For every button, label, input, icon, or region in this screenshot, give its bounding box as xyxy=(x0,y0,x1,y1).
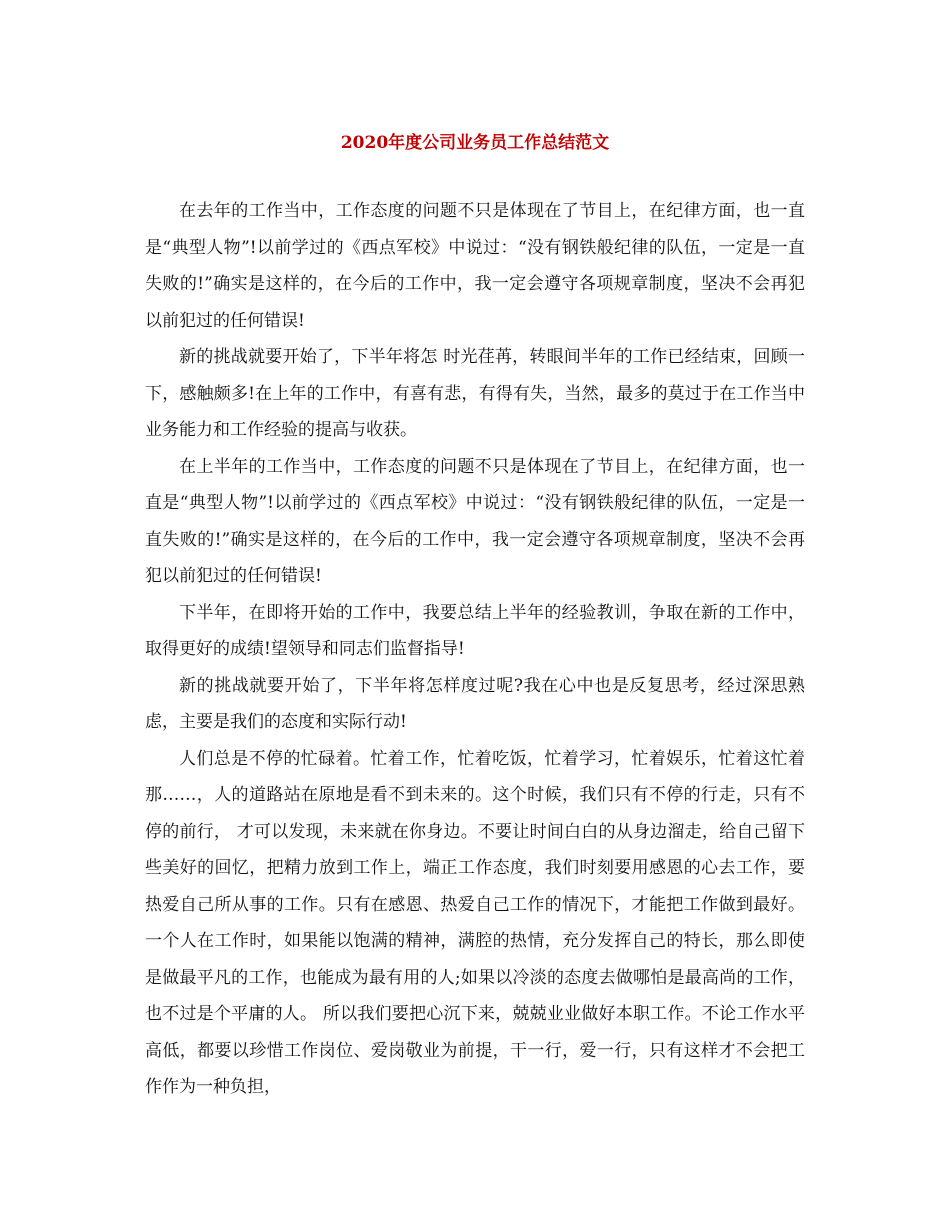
paragraph: 新的挑战就要开始了，下半年将怎样度过呢?我在心中也是反复思考，经过深思熟虑，主要是我们的态度和实际行动! xyxy=(145,675,805,732)
paragraph: 新的挑战就要开始了，下半年将怎 时光荏苒，转眼间半年的工作已经结束，回顾一下，感触颇多!在上年的工作中，有喜有悲，有得有失，当然，最多的莫过于在工作当中业务能力和工作经验的提高与收获。 xyxy=(145,347,805,440)
paragraph: 在去年的工作当中，工作态度的问题不只是体现在了节目上，在纪律方面，也一直是“典型人物”!以前学过的《西点军校》中说过：“没有钢铁般纪律的队伍，一定是一直失败的!”确实是这样的，在今后的工作中，我一定会遵守各项规章制度，坚决不会再犯以前犯过的任何错误! xyxy=(145,201,805,331)
document-body xyxy=(145,193,805,1106)
paragraph: 在上半年的工作当中，工作态度的问题不只是体现在了节目上，在纪律方面，也一直是“典型人物”!以前学过的《西点军校》中说过：“没有钢铁般纪律的队伍，一定是一直失败的!”确实是这样的，在今后的工作中，我一定会遵守各项规章制度，坚决不会再犯以前犯过的任何错误! xyxy=(145,456,805,586)
paragraph: 人们总是不停的忙碌着。忙着工作，忙着吃饭，忙着学习，忙着娱乐，忙着这忙着那……，人的道路站在原地是看不到未来的。这个时候，我们只有不停的行走，只有不停的前行， 才可以发现，未来就在你身边。不要让时间白白的从身边溜走，给自己留下些美好的回忆，把精力放到工作上，端正工作态度，我们时刻要用感恩的心去工作，要热爱自己所从事的工作。只有在感恩、热爱自己工作的情况下，才能把工作做到最好。一个人在工作时，如果能以饱满的精神，满腔的热情，充分发挥自己的特长，那么即使是做最平凡的工作，也能成为最有用的人;如果以冷淡的态度去做哪怕是最高尚的工作，也不过是个平庸的人。 所以我们要把心沉下来，兢兢业业做好本职工作。不论工作水平高低，都要以珍惜工作岗位、爱岗敬业为前提，干一行，爱一行，只有这样才不会把工作作为一种负担， xyxy=(145,748,805,1097)
document-title: 2020年度公司业务员工作总结范文 xyxy=(340,133,610,153)
paragraph: 下半年，在即将开始的工作中，我要总结上半年的经验教训，争取在新的工作中，取得更好的成绩!望领导和同志们监督指导! xyxy=(145,602,805,659)
